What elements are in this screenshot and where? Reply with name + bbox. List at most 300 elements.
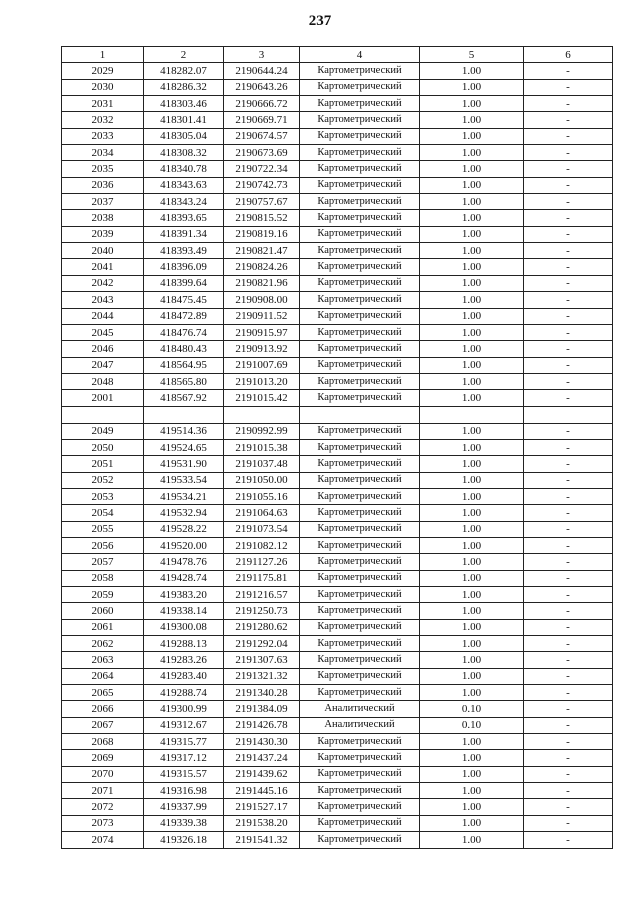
x-coordinate-cell: 419317.12 [144, 750, 224, 766]
table-row [62, 324, 613, 340]
header-cell-6: 6 [524, 47, 613, 63]
point-number-cell: 2042 [62, 275, 144, 291]
y-coordinate-cell: 2191527.17 [224, 799, 300, 815]
point-number-cell: 2069 [62, 750, 144, 766]
y-coordinate-cell: 2191015.38 [224, 439, 300, 455]
method-cell: Картометрический [300, 456, 420, 472]
x-coordinate-cell: 419520.00 [144, 537, 224, 553]
method-cell: Картометрический [300, 554, 420, 570]
note-cell: - [524, 668, 613, 684]
table-row [62, 783, 613, 799]
accuracy-cell: 1.00 [420, 685, 524, 701]
note-cell: - [524, 259, 613, 275]
x-coordinate-cell: 419383.20 [144, 587, 224, 603]
table-row [62, 292, 613, 308]
y-coordinate-cell: 2190821.47 [224, 243, 300, 259]
x-coordinate-cell: 419339.38 [144, 815, 224, 831]
note-cell: - [524, 750, 613, 766]
accuracy-cell: 1.00 [420, 292, 524, 308]
point-number-cell: 2033 [62, 128, 144, 144]
y-coordinate-cell: 2191050.00 [224, 472, 300, 488]
x-coordinate-cell: 419531.90 [144, 456, 224, 472]
y-coordinate-cell: 2191538.20 [224, 815, 300, 831]
method-cell: Картометрический [300, 750, 420, 766]
note-cell: - [524, 161, 613, 177]
y-coordinate-cell: 2191340.28 [224, 685, 300, 701]
accuracy-cell: 1.00 [420, 456, 524, 472]
method-cell: Картометрический [300, 783, 420, 799]
accuracy-cell: 1.00 [420, 815, 524, 831]
method-cell: Картометрический [300, 243, 420, 259]
method-cell: Картометрический [300, 96, 420, 112]
accuracy-cell: 1.00 [420, 210, 524, 226]
table-row [62, 112, 613, 128]
table-row [62, 128, 613, 144]
accuracy-cell: 1.00 [420, 619, 524, 635]
method-cell: Картометрический [300, 390, 420, 406]
point-number-cell: 2047 [62, 357, 144, 373]
note-cell: - [524, 472, 613, 488]
y-coordinate-cell: 2190913.92 [224, 341, 300, 357]
table-row [62, 750, 613, 766]
accuracy-cell: 1.00 [420, 832, 524, 848]
x-coordinate-cell: 418286.32 [144, 79, 224, 95]
note-cell: - [524, 685, 613, 701]
table-row [62, 570, 613, 586]
table-row [62, 799, 613, 815]
header-cell-2: 2 [144, 47, 224, 63]
note-cell: - [524, 554, 613, 570]
coordinates-table-container [61, 46, 612, 849]
x-coordinate-cell: 418391.34 [144, 226, 224, 242]
table-row [62, 685, 613, 701]
accuracy-cell: 1.00 [420, 177, 524, 193]
method-cell: Картометрический [300, 79, 420, 95]
x-coordinate-cell: 419478.76 [144, 554, 224, 570]
table-row [62, 341, 613, 357]
x-coordinate-cell: 419316.98 [144, 783, 224, 799]
accuracy-cell: 1.00 [420, 357, 524, 373]
accuracy-cell: 1.00 [420, 341, 524, 357]
y-coordinate-cell: 2190911.52 [224, 308, 300, 324]
method-cell: Картометрический [300, 373, 420, 389]
y-coordinate-cell: 2191216.57 [224, 587, 300, 603]
method-cell: Картометрический [300, 587, 420, 603]
note-cell: - [524, 308, 613, 324]
note-cell: - [524, 96, 613, 112]
accuracy-cell: 1.00 [420, 79, 524, 95]
point-number-cell: 2032 [62, 112, 144, 128]
accuracy-cell: 1.00 [420, 734, 524, 750]
accuracy-cell: 1.00 [420, 259, 524, 275]
y-coordinate-cell: 2190669.71 [224, 112, 300, 128]
note-cell: - [524, 275, 613, 291]
y-coordinate-cell [224, 406, 300, 423]
point-number-cell: 2059 [62, 587, 144, 603]
note-cell: - [524, 79, 613, 95]
table-row [62, 226, 613, 242]
x-coordinate-cell: 419532.94 [144, 505, 224, 521]
table-body [62, 63, 613, 848]
method-cell: Картометрический [300, 308, 420, 324]
note-cell: - [524, 570, 613, 586]
method-cell: Аналитический [300, 717, 420, 733]
note-cell: - [524, 619, 613, 635]
y-coordinate-cell: 2190673.69 [224, 145, 300, 161]
method-cell: Картометрический [300, 357, 420, 373]
accuracy-cell: 1.00 [420, 96, 524, 112]
point-number-cell [62, 406, 144, 423]
accuracy-cell: 0.10 [420, 701, 524, 717]
note-cell: - [524, 145, 613, 161]
point-number-cell: 2030 [62, 79, 144, 95]
accuracy-cell: 1.00 [420, 636, 524, 652]
x-coordinate-cell: 419300.08 [144, 619, 224, 635]
y-coordinate-cell: 2191175.81 [224, 570, 300, 586]
table-row [62, 815, 613, 831]
point-number-cell: 2034 [62, 145, 144, 161]
x-coordinate-cell: 419534.21 [144, 488, 224, 504]
x-coordinate-cell: 418564.95 [144, 357, 224, 373]
table-row [62, 505, 613, 521]
accuracy-cell: 1.00 [420, 243, 524, 259]
point-number-cell: 2051 [62, 456, 144, 472]
x-coordinate-cell: 419283.40 [144, 668, 224, 684]
accuracy-cell: 1.00 [420, 308, 524, 324]
accuracy-cell: 1.00 [420, 750, 524, 766]
point-number-cell: 2031 [62, 96, 144, 112]
note-cell: - [524, 128, 613, 144]
table-row [62, 456, 613, 472]
accuracy-cell: 0.10 [420, 717, 524, 733]
note-cell: - [524, 603, 613, 619]
point-number-cell: 2074 [62, 832, 144, 848]
x-coordinate-cell: 418565.80 [144, 373, 224, 389]
point-number-cell: 2057 [62, 554, 144, 570]
x-coordinate-cell: 419315.77 [144, 734, 224, 750]
accuracy-cell [420, 406, 524, 423]
x-coordinate-cell: 418301.41 [144, 112, 224, 128]
point-number-cell: 2039 [62, 226, 144, 242]
y-coordinate-cell: 2191445.16 [224, 783, 300, 799]
accuracy-cell: 1.00 [420, 373, 524, 389]
table-row [62, 406, 613, 423]
y-coordinate-cell: 2191015.42 [224, 390, 300, 406]
point-number-cell: 2052 [62, 472, 144, 488]
accuracy-cell: 1.00 [420, 439, 524, 455]
table-row [62, 734, 613, 750]
method-cell: Картометрический [300, 619, 420, 635]
y-coordinate-cell: 2190908.00 [224, 292, 300, 308]
accuracy-cell: 1.00 [420, 324, 524, 340]
note-cell: - [524, 537, 613, 553]
table-row [62, 308, 613, 324]
y-coordinate-cell: 2191439.62 [224, 766, 300, 782]
x-coordinate-cell: 419514.36 [144, 423, 224, 439]
y-coordinate-cell: 2191280.62 [224, 619, 300, 635]
page-number: 237 [308, 13, 332, 29]
y-coordinate-cell: 2190757.67 [224, 194, 300, 210]
point-number-cell: 2056 [62, 537, 144, 553]
accuracy-cell: 1.00 [420, 226, 524, 242]
table-row [62, 210, 613, 226]
method-cell: Картометрический [300, 423, 420, 439]
point-number-cell: 2064 [62, 668, 144, 684]
method-cell: Картометрический [300, 832, 420, 848]
y-coordinate-cell: 2190824.26 [224, 259, 300, 275]
method-cell: Картометрический [300, 472, 420, 488]
point-number-cell: 2058 [62, 570, 144, 586]
point-number-cell: 2071 [62, 783, 144, 799]
accuracy-cell: 1.00 [420, 587, 524, 603]
table-row [62, 357, 613, 373]
y-coordinate-cell: 2191426.78 [224, 717, 300, 733]
method-cell: Картометрический [300, 161, 420, 177]
note-cell: - [524, 112, 613, 128]
note-cell: - [524, 652, 613, 668]
method-cell: Картометрический [300, 194, 420, 210]
x-coordinate-cell: 419428.74 [144, 570, 224, 586]
table-row [62, 194, 613, 210]
x-coordinate-cell: 419315.57 [144, 766, 224, 782]
note-cell: - [524, 226, 613, 242]
accuracy-cell: 1.00 [420, 488, 524, 504]
accuracy-cell: 1.00 [420, 668, 524, 684]
accuracy-cell: 1.00 [420, 799, 524, 815]
note-cell: - [524, 701, 613, 717]
table-row [62, 619, 613, 635]
table-row [62, 636, 613, 652]
point-number-cell: 2066 [62, 701, 144, 717]
table-row [62, 63, 613, 79]
y-coordinate-cell: 2190643.26 [224, 79, 300, 95]
x-coordinate-cell: 418343.63 [144, 177, 224, 193]
method-cell: Картометрический [300, 685, 420, 701]
method-cell [300, 406, 420, 423]
table-row [62, 488, 613, 504]
point-number-cell: 2035 [62, 161, 144, 177]
y-coordinate-cell: 2191013.20 [224, 373, 300, 389]
table-row [62, 390, 613, 406]
note-cell: - [524, 423, 613, 439]
method-cell: Картометрический [300, 488, 420, 504]
y-coordinate-cell: 2191037.48 [224, 456, 300, 472]
point-number-cell: 2072 [62, 799, 144, 815]
x-coordinate-cell: 418399.64 [144, 275, 224, 291]
point-number-cell: 2061 [62, 619, 144, 635]
accuracy-cell: 1.00 [420, 766, 524, 782]
x-coordinate-cell: 418472.89 [144, 308, 224, 324]
y-coordinate-cell: 2190821.96 [224, 275, 300, 291]
point-number-cell: 2037 [62, 194, 144, 210]
method-cell: Картометрический [300, 145, 420, 161]
accuracy-cell: 1.00 [420, 112, 524, 128]
point-number-cell: 2036 [62, 177, 144, 193]
accuracy-cell: 1.00 [420, 472, 524, 488]
note-cell: - [524, 815, 613, 831]
point-number-cell: 2045 [62, 324, 144, 340]
accuracy-cell: 1.00 [420, 783, 524, 799]
point-number-cell: 2044 [62, 308, 144, 324]
accuracy-cell: 1.00 [420, 194, 524, 210]
method-cell: Картометрический [300, 766, 420, 782]
x-coordinate-cell: 419288.74 [144, 685, 224, 701]
x-coordinate-cell: 418303.46 [144, 96, 224, 112]
accuracy-cell: 1.00 [420, 537, 524, 553]
y-coordinate-cell: 2190992.99 [224, 423, 300, 439]
table-row [62, 766, 613, 782]
y-coordinate-cell: 2191250.73 [224, 603, 300, 619]
method-cell: Картометрический [300, 177, 420, 193]
table-header-row [62, 47, 613, 63]
note-cell: - [524, 324, 613, 340]
point-number-cell: 2068 [62, 734, 144, 750]
accuracy-cell: 1.00 [420, 570, 524, 586]
method-cell: Картометрический [300, 636, 420, 652]
x-coordinate-cell: 418393.65 [144, 210, 224, 226]
note-cell: - [524, 734, 613, 750]
method-cell: Картометрический [300, 570, 420, 586]
x-coordinate-cell: 419337.99 [144, 799, 224, 815]
method-cell: Картометрический [300, 128, 420, 144]
note-cell: - [524, 505, 613, 521]
note-cell: - [524, 63, 613, 79]
note-cell: - [524, 177, 613, 193]
note-cell: - [524, 194, 613, 210]
accuracy-cell: 1.00 [420, 161, 524, 177]
y-coordinate-cell: 2190742.73 [224, 177, 300, 193]
method-cell: Картометрический [300, 603, 420, 619]
table-row [62, 554, 613, 570]
point-number-cell: 2049 [62, 423, 144, 439]
accuracy-cell: 1.00 [420, 603, 524, 619]
note-cell: - [524, 799, 613, 815]
table-row [62, 832, 613, 848]
table-row [62, 259, 613, 275]
x-coordinate-cell: 419524.65 [144, 439, 224, 455]
accuracy-cell: 1.00 [420, 554, 524, 570]
method-cell: Картометрический [300, 815, 420, 831]
y-coordinate-cell: 2190915.97 [224, 324, 300, 340]
y-coordinate-cell: 2191430.30 [224, 734, 300, 750]
y-coordinate-cell: 2191082.12 [224, 537, 300, 553]
method-cell: Картометрический [300, 668, 420, 684]
x-coordinate-cell: 419528.22 [144, 521, 224, 537]
note-cell: - [524, 210, 613, 226]
x-coordinate-cell: 418340.78 [144, 161, 224, 177]
table-row [62, 145, 613, 161]
y-coordinate-cell: 2190819.16 [224, 226, 300, 242]
point-number-cell: 2029 [62, 63, 144, 79]
note-cell: - [524, 636, 613, 652]
note-cell: - [524, 292, 613, 308]
table-row [62, 521, 613, 537]
note-cell: - [524, 439, 613, 455]
note-cell: - [524, 390, 613, 406]
point-number-cell: 2060 [62, 603, 144, 619]
y-coordinate-cell: 2191384.09 [224, 701, 300, 717]
table-row [62, 701, 613, 717]
y-coordinate-cell: 2191292.04 [224, 636, 300, 652]
table-row [62, 587, 613, 603]
method-cell: Картометрический [300, 210, 420, 226]
note-cell: - [524, 587, 613, 603]
accuracy-cell: 1.00 [420, 505, 524, 521]
point-number-cell: 2053 [62, 488, 144, 504]
y-coordinate-cell: 2191073.54 [224, 521, 300, 537]
y-coordinate-cell: 2191055.16 [224, 488, 300, 504]
x-coordinate-cell: 418308.32 [144, 145, 224, 161]
method-cell: Картометрический [300, 292, 420, 308]
table-row [62, 472, 613, 488]
x-coordinate-cell: 419312.67 [144, 717, 224, 733]
method-cell: Картометрический [300, 63, 420, 79]
y-coordinate-cell: 2191127.26 [224, 554, 300, 570]
note-cell [524, 406, 613, 423]
x-coordinate-cell: 418343.24 [144, 194, 224, 210]
table-row [62, 668, 613, 684]
point-number-cell: 2046 [62, 341, 144, 357]
y-coordinate-cell: 2190815.52 [224, 210, 300, 226]
x-coordinate-cell: 419338.14 [144, 603, 224, 619]
method-cell: Картометрический [300, 652, 420, 668]
method-cell: Картометрический [300, 324, 420, 340]
x-coordinate-cell: 419326.18 [144, 832, 224, 848]
table-row [62, 717, 613, 733]
note-cell: - [524, 766, 613, 782]
accuracy-cell: 1.00 [420, 390, 524, 406]
note-cell: - [524, 243, 613, 259]
note-cell: - [524, 717, 613, 733]
header-cell-4: 4 [300, 47, 420, 63]
point-number-cell: 2067 [62, 717, 144, 733]
accuracy-cell: 1.00 [420, 63, 524, 79]
method-cell: Картометрический [300, 734, 420, 750]
table-row [62, 439, 613, 455]
x-coordinate-cell: 418282.07 [144, 63, 224, 79]
x-coordinate-cell: 419283.26 [144, 652, 224, 668]
point-number-cell: 2001 [62, 390, 144, 406]
table-row [62, 79, 613, 95]
x-coordinate-cell: 418393.49 [144, 243, 224, 259]
y-coordinate-cell: 2191064.63 [224, 505, 300, 521]
method-cell: Картометрический [300, 537, 420, 553]
x-coordinate-cell: 419300.99 [144, 701, 224, 717]
method-cell: Картометрический [300, 521, 420, 537]
point-number-cell: 2070 [62, 766, 144, 782]
table-row [62, 652, 613, 668]
method-cell: Аналитический [300, 701, 420, 717]
note-cell: - [524, 521, 613, 537]
table-row [62, 373, 613, 389]
point-number-cell: 2038 [62, 210, 144, 226]
x-coordinate-cell: 418480.43 [144, 341, 224, 357]
point-number-cell: 2041 [62, 259, 144, 275]
header-cell-3: 3 [224, 47, 300, 63]
method-cell: Картометрический [300, 505, 420, 521]
x-coordinate-cell: 419533.54 [144, 472, 224, 488]
note-cell: - [524, 341, 613, 357]
accuracy-cell: 1.00 [420, 521, 524, 537]
y-coordinate-cell: 2190722.34 [224, 161, 300, 177]
method-cell: Картометрический [300, 112, 420, 128]
point-number-cell: 2063 [62, 652, 144, 668]
header-cell-5: 5 [420, 47, 524, 63]
y-coordinate-cell: 2190666.72 [224, 96, 300, 112]
y-coordinate-cell: 2190674.57 [224, 128, 300, 144]
table-row [62, 537, 613, 553]
method-cell: Картометрический [300, 275, 420, 291]
